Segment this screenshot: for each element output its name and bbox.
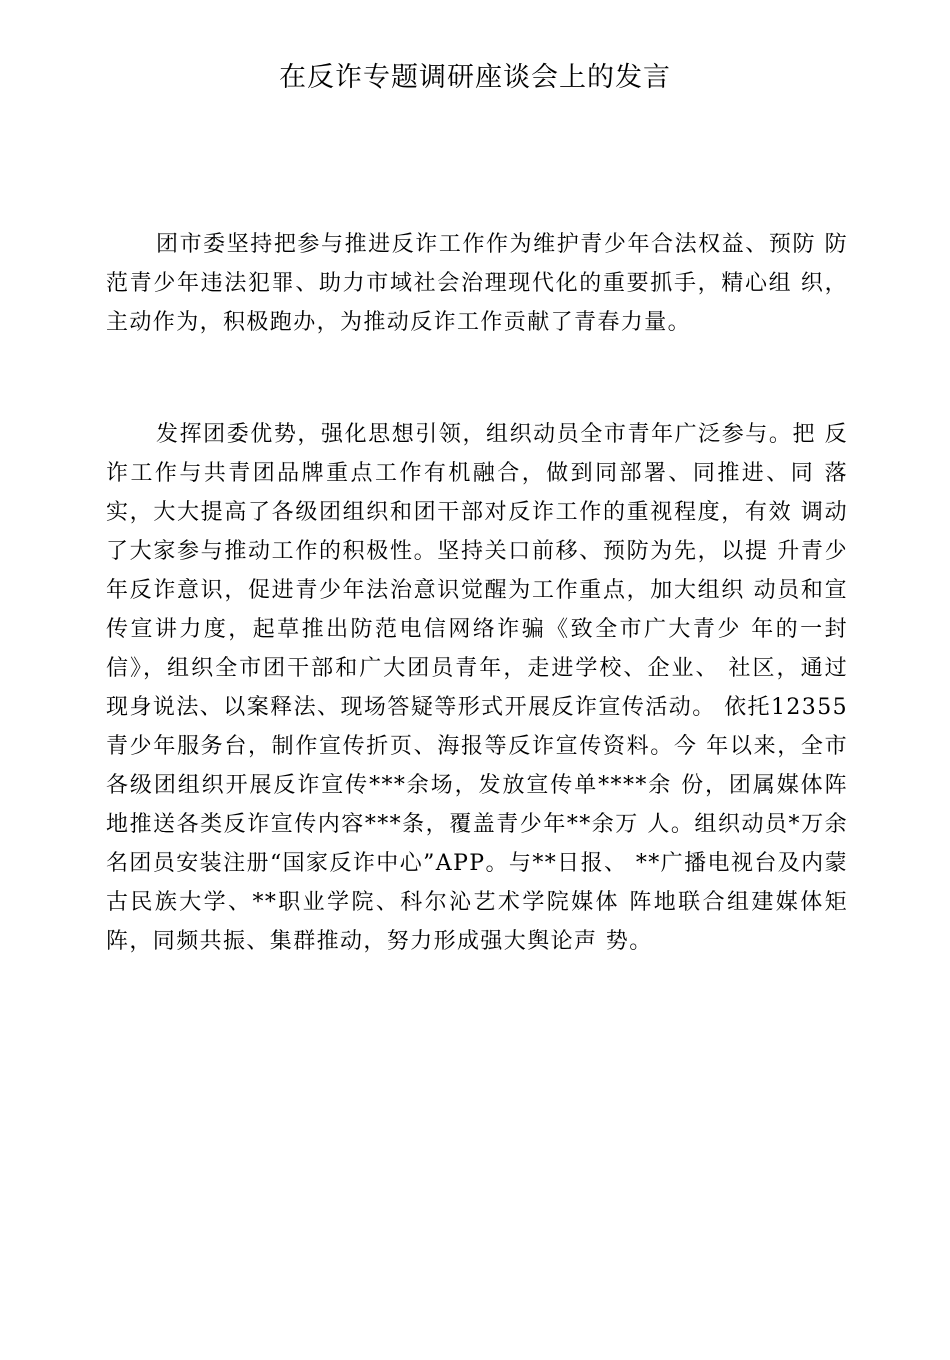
paragraph-body: 发挥团委优势，强化思想引领，组织动员全市青年广泛参与。把 反诈工作与共青团品牌重点工作有机融合，做到同部署、同推进、同 落实，大大提高了各级团组织和团干部对反诈工作的重视程度，有效 调动了大家参与推动工作的积极性。坚持关口前移、预防为先，以提 升青少年反诈意识，促进青少年法治意识觉醒为工作重点，加大组织 动员和宣传宣讲力度，起草推出防范电信网络诈骗《致全市广大青少 年的一封信》，组织全市团干部和广大团员青年，走进学校、企业、 社区，通过现身说法、以案释法、现场答疑等形式开展反诈宣传活动。 依托12355青少年服务台，制作宣传折页、海报等反诈宣传资料。今 年以来，全市各级团组织开展反诈宣传***余场，发放宣传单****余 份，团属媒体阵地推送各类反诈宣传内容***条，覆盖青少年**余万 人。组织动员*万余名团员安装注册“国家反诈中心”APP。与**日报、 **广播电视台及内蒙古民族大学、**职业学院、科尔沁艺术学院媒体 阵地联合组建媒体矩阵，同频共振、集群推动，努力形成强大舆论声 势。: [106, 422, 848, 954]
document-title: 在反诈专题调研座谈会上的发言: [279, 62, 671, 93]
paragraph-intro: 团市委坚持把参与推进反诈工作作为维护青少年合法权益、预防 防范青少年违法犯罪、助力市域社会治理现代化的重要抓手，精心组 织，主动作为，积极跑办，为推动反诈工作贡献了青春力量。: [106, 232, 848, 335]
